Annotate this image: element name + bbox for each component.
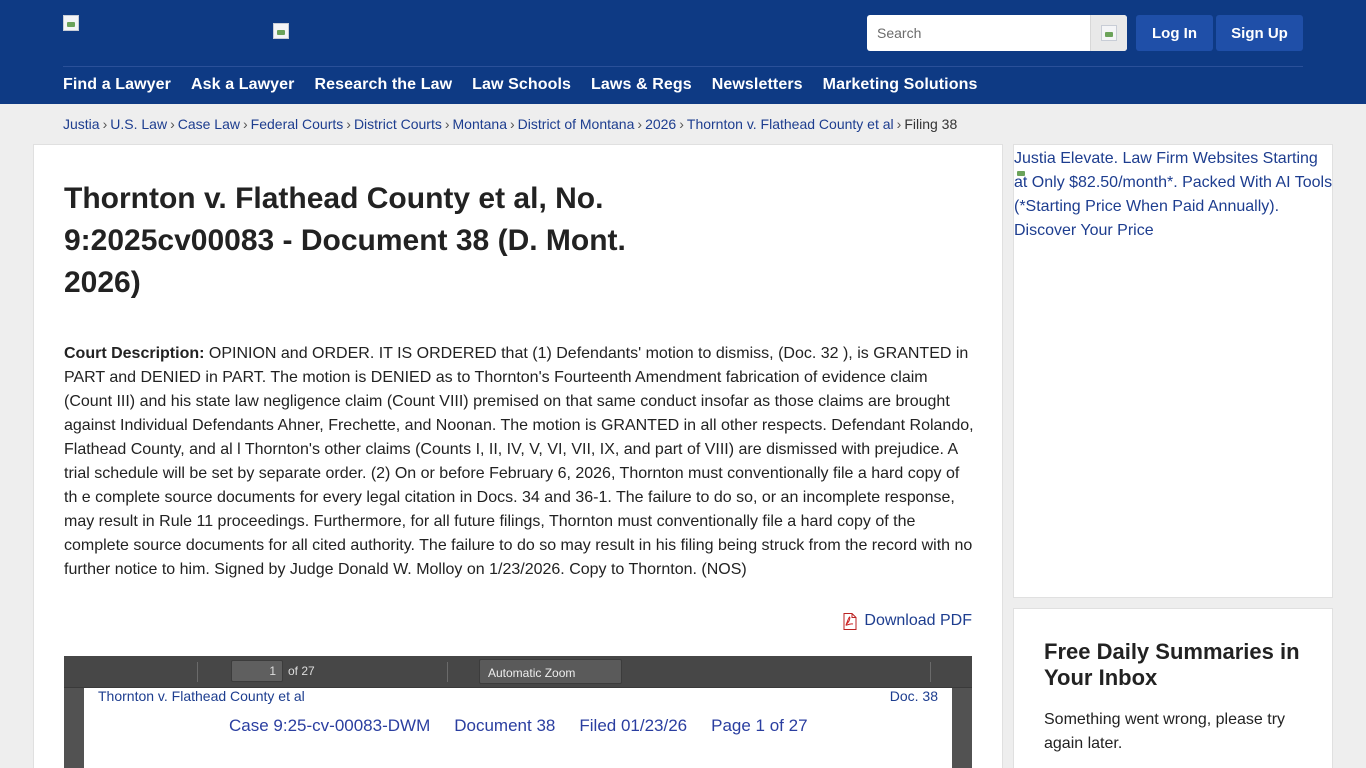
pdf-viewer bbox=[64, 656, 972, 768]
newsletter-box bbox=[1013, 608, 1333, 768]
court-description-label: Court Description: bbox=[64, 345, 205, 362]
page-indicator: Page 1 of 27 bbox=[711, 716, 808, 735]
document-number: Document 38 bbox=[454, 716, 556, 735]
nav-laws-and-regs[interactable]: Laws & Regs bbox=[591, 76, 692, 93]
justia-logo[interactable] bbox=[63, 15, 81, 33]
download-pdf-link[interactable] bbox=[842, 612, 972, 630]
breadcrumb-montana[interactable]: Montana bbox=[452, 116, 507, 132]
nav-find-a-lawyer[interactable]: Find a Lawyer bbox=[63, 76, 171, 93]
court-description bbox=[64, 342, 976, 582]
pdf-toolbar bbox=[64, 656, 972, 688]
login-button[interactable]: Log In bbox=[1136, 15, 1213, 51]
nav-newsletters[interactable]: Newsletters bbox=[711, 76, 803, 93]
toolbar-separator bbox=[930, 662, 931, 682]
header-banner-image[interactable] bbox=[273, 23, 291, 41]
toolbar-separator bbox=[197, 662, 198, 682]
header-divider bbox=[63, 66, 1303, 67]
page-number-input[interactable]: 1 bbox=[231, 660, 283, 682]
breadcrumb-district-of-montana[interactable]: District of Montana bbox=[517, 116, 635, 132]
site-header bbox=[0, 0, 1366, 104]
search-icon bbox=[1101, 25, 1117, 41]
court-description-text: OPINION and ORDER. IT IS ORDERED that (1) Defendants' motion to dismiss, (Doc. 32 ), is GRANTED in PART and DENIED in PART. The motion is DENIED as to Thornton's Fourteenth Amendment fabrication of evidence claim (Count III) and his state law negligence claim (Count VIII) premised on that same conduct insofar as those claims are brought against Individual Defendants Ahner, Frechette, and Noonan. The motion is GRANTED in all other respects. Defendant Rolando, Flathead County, and al l Thornton's other claims (Counts I, II, IV, V, VI, VII, IX, and part of VIII) are dismissed with prejudice. A trial schedule will be set by separate order. (2) On or before February 6, 2026, Thornton must conventionally file a hard copy of th e complete source documents for every legal citation in Docs. 34 and 36-1. The failure to do so, or an incomplete response, may result in Rule 11 proceedings. Furthermore, for all future filings, Thornton must conventionally file a hard copy of the complete source documents for all cited authority. The failure to do so may result in his filing being struck from the record with no further notice to him. Signed by Judge Donald W. Molloy on 1/23/2026. Copy to Thornton. (NOS) bbox=[64, 345, 974, 578]
broken-image-icon bbox=[273, 23, 289, 39]
breadcrumb-district-courts[interactable]: District Courts bbox=[353, 116, 442, 132]
signup-button[interactable]: Sign Up bbox=[1216, 15, 1303, 51]
sidebar-ad[interactable] bbox=[1013, 144, 1333, 598]
case-number: Case 9:25-cv-00083-DWM bbox=[229, 716, 431, 735]
breadcrumb-justia[interactable]: Justia bbox=[63, 116, 100, 132]
pdf-doc-link[interactable]: Doc. 38 bbox=[889, 688, 938, 704]
nav-research-the-law[interactable]: Research the Law bbox=[314, 76, 453, 93]
search-button[interactable] bbox=[1090, 15, 1127, 51]
page-title: Thornton v. Flathead County et al, No. 9:2025cv00083 - Document 38 (D. Mont. 2026) bbox=[64, 182, 626, 299]
main-nav bbox=[63, 76, 977, 94]
breadcrumb-current: Filing 38 bbox=[904, 116, 958, 132]
zoom-select[interactable]: Automatic Zoom bbox=[479, 659, 622, 684]
download-pdf-label: Download PDF bbox=[864, 612, 972, 629]
newsletter-error-message: Something went wrong, please try again later. bbox=[1044, 711, 1286, 752]
search-input[interactable] bbox=[867, 15, 1090, 51]
breadcrumb-2026[interactable]: 2026 bbox=[645, 116, 677, 132]
breadcrumb-case-law[interactable]: Case Law bbox=[177, 116, 240, 132]
nav-marketing-solutions[interactable]: Marketing Solutions bbox=[822, 76, 978, 93]
nav-law-schools[interactable]: Law Schools bbox=[472, 76, 572, 93]
broken-image-icon bbox=[63, 15, 79, 31]
page-count: of 27 bbox=[288, 664, 315, 678]
search-box bbox=[867, 15, 1127, 51]
main-content-card bbox=[33, 144, 1003, 768]
pdf-icon bbox=[842, 613, 858, 630]
breadcrumb-us-law[interactable]: U.S. Law bbox=[110, 116, 168, 132]
breadcrumb-case[interactable]: Thornton v. Flathead County et al bbox=[686, 116, 894, 132]
breadcrumb: Justia › U.S. Law › Case Law › Federal Courts › District Courts › Montana › District of Montana › 2026 › Thornton v. Flathead County et al › Filing 38 bbox=[63, 116, 958, 132]
ad-image-alt-text[interactable] bbox=[1014, 147, 1334, 243]
filed-date: Filed 01/23/26 bbox=[579, 716, 688, 735]
ad-text: Justia Elevate. Law Firm Websites Starting at Only $82.50/month*. Packed With AI Tools (*Starting Price When Paid Annually). Discover Your Price bbox=[1014, 150, 1333, 239]
pdf-case-link[interactable]: Thornton v. Flathead County et al bbox=[98, 688, 305, 704]
newsletter-title: Free Daily Summaries in Your Inbox bbox=[1044, 639, 1300, 690]
nav-ask-a-lawyer[interactable]: Ask a Lawyer bbox=[191, 76, 295, 93]
breadcrumb-federal-courts[interactable]: Federal Courts bbox=[250, 116, 344, 132]
pdf-case-header bbox=[229, 716, 808, 736]
toolbar-separator bbox=[447, 662, 448, 682]
pdf-page bbox=[84, 688, 952, 768]
